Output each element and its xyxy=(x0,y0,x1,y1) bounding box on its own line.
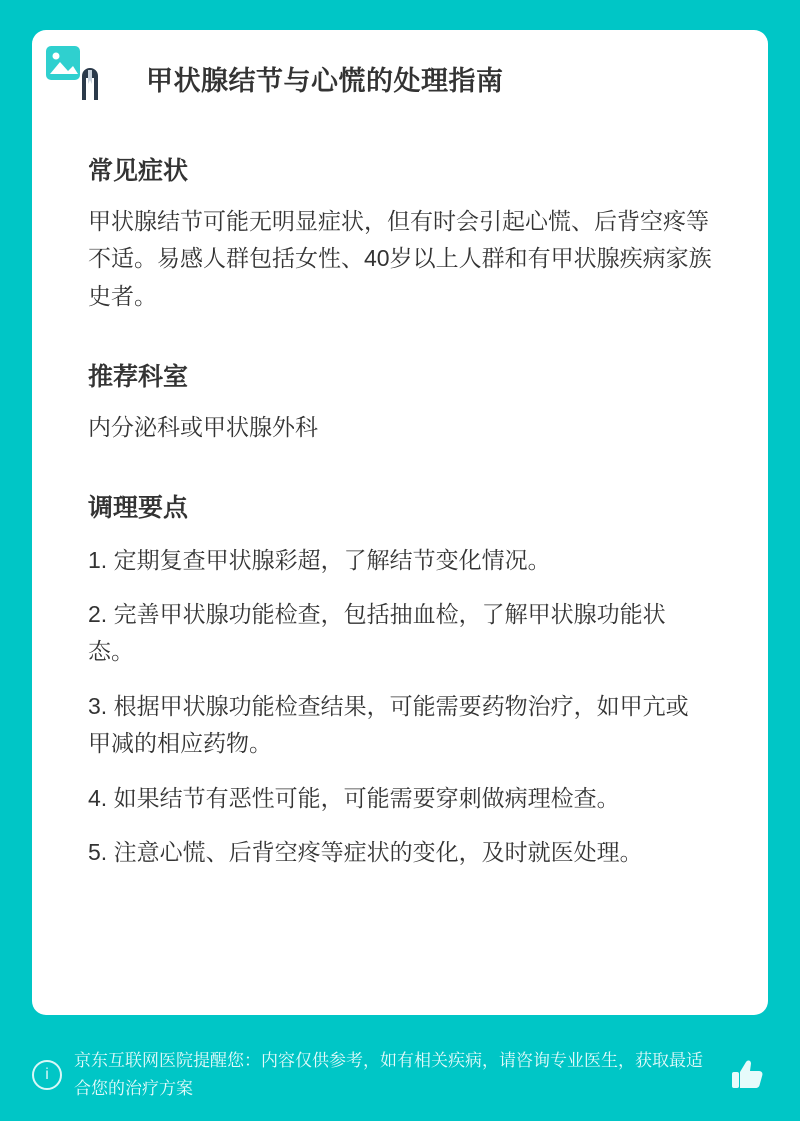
list-item: 2. 完善甲状腺功能检查，包括抽血检，了解甲状腺功能状态。 xyxy=(88,601,666,665)
thumbs-up-icon[interactable] xyxy=(728,1055,768,1095)
list-item: 5. 注意心慌、后背空疼等症状的变化，及时就医处理。 xyxy=(88,839,643,866)
section-heading-department: 推荐科室 xyxy=(88,362,189,391)
info-circle-icon: i xyxy=(32,1060,62,1090)
section-text-symptoms: 甲状腺结节可能无明显症状，但有时会引起心慌、后背空疼等不适。易感人群包括女性、40岁以上人群和有甲状腺疾病家族史者。 xyxy=(88,208,712,309)
list-item: 1. 定期复查甲状腺彩超，了解结节变化情况。 xyxy=(88,546,551,573)
section-text-department: 内分泌科或甲状腺外科 xyxy=(88,413,318,440)
content-card xyxy=(32,30,768,1015)
care-points-list xyxy=(60,542,740,872)
page-title: 甲状腺结节与心慌的处理指南 xyxy=(146,66,504,96)
disclaimer-text: 京东互联网医院提醒您：内容仅供参考，如有相关疾病，请咨询专业医生，获取最适合您的治疗方案 xyxy=(74,1050,703,1098)
document-image-icon xyxy=(42,40,106,104)
section-heading-symptoms: 常见症状 xyxy=(88,157,189,186)
list-item: 3. 根据甲状腺功能检查结果，可能需要药物治疗，如甲亢或甲减的相应药物。 xyxy=(88,693,689,756)
section-heading-care-points: 调理要点 xyxy=(88,493,189,522)
footer-disclaimer xyxy=(32,1047,768,1103)
list-item: 4. 如果结节有恶性可能，可能需要穿刺做病理检查。 xyxy=(88,784,620,811)
